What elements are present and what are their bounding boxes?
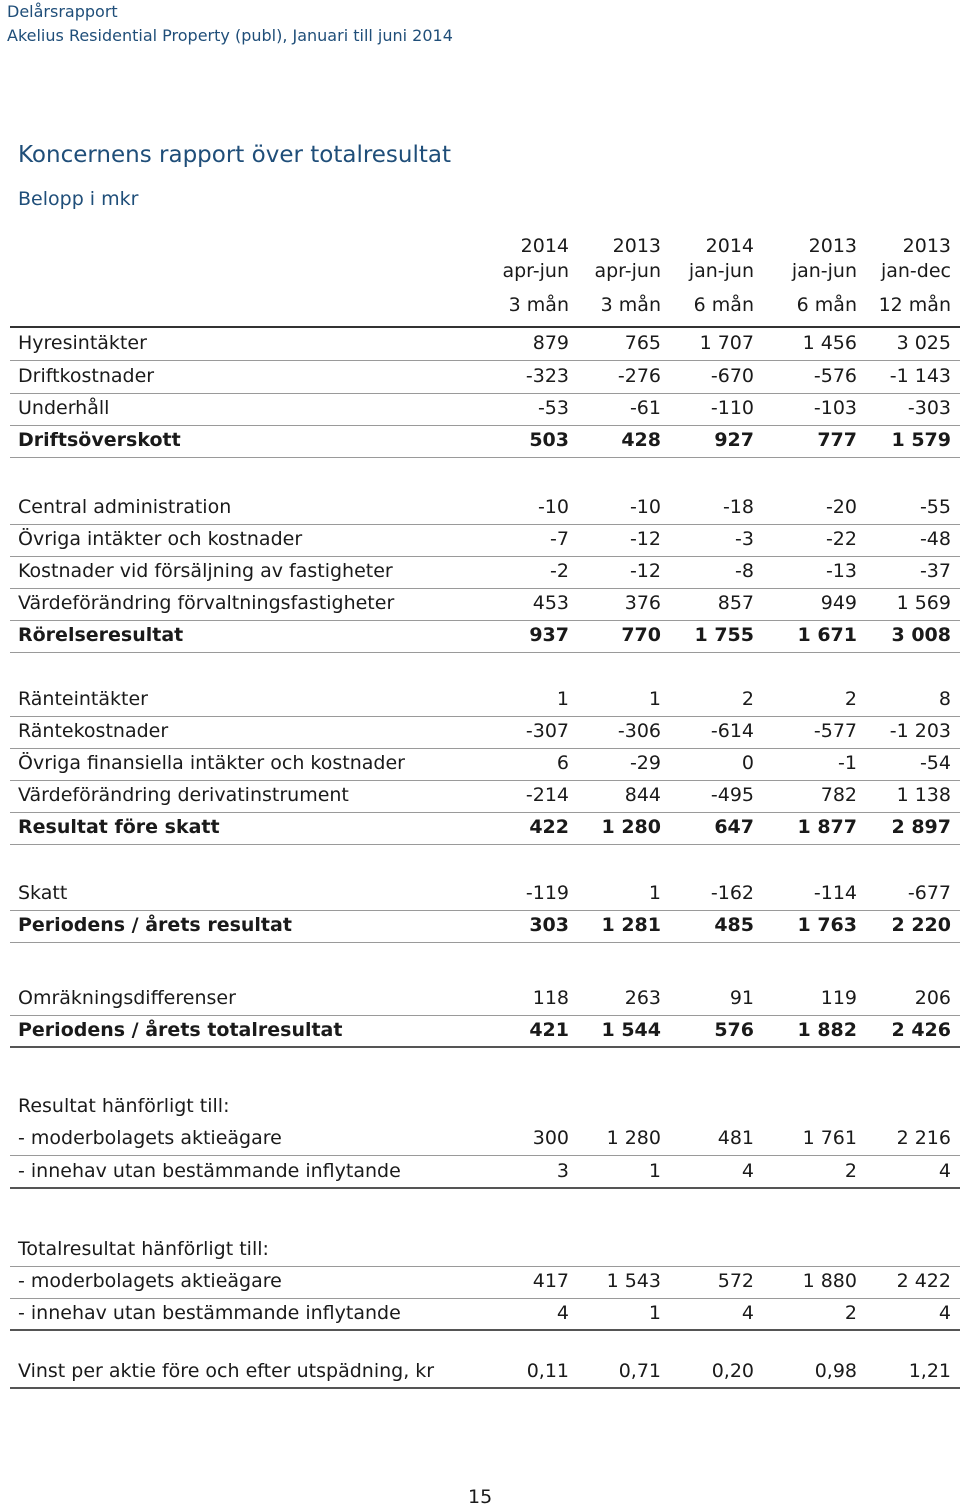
cell-value: 422 bbox=[529, 816, 569, 838]
cell-value: -48 bbox=[919, 528, 951, 550]
cell-value: 6 bbox=[556, 752, 569, 774]
cell-value: 4 bbox=[556, 1302, 569, 1324]
column-year: 2013 bbox=[612, 235, 661, 257]
row-label: - moderbolagets aktieägare bbox=[18, 1127, 282, 1149]
cell-value: 1 bbox=[648, 882, 661, 904]
cell-value: 4 bbox=[938, 1302, 951, 1324]
row-label: Central administration bbox=[18, 496, 232, 518]
cell-value: 428 bbox=[621, 429, 661, 451]
cell-value: -2 bbox=[550, 560, 569, 582]
row-label: Resultat före skatt bbox=[18, 816, 220, 838]
cell-value: 421 bbox=[529, 1019, 569, 1041]
row-label: - innehav utan bestämmande inflytande bbox=[18, 1302, 401, 1324]
cell-value: 2 216 bbox=[896, 1127, 951, 1149]
cell-value: -55 bbox=[919, 496, 951, 518]
cell-value: 3 008 bbox=[891, 624, 951, 646]
column-duration: 3 mån bbox=[600, 294, 661, 316]
report-company-period: Akelius Residential Property (publ), Januari till juni 2014 bbox=[7, 26, 453, 45]
column-period: apr-jun bbox=[502, 260, 569, 282]
cell-value: 1 543 bbox=[606, 1270, 661, 1292]
cell-value: 119 bbox=[820, 987, 857, 1009]
cell-value: 481 bbox=[717, 1127, 754, 1149]
table-row-rorelseresultat bbox=[0, 621, 960, 653]
table-row-totalresultat-innehav-utan-bestammande bbox=[0, 1299, 960, 1331]
cell-value: 4 bbox=[938, 1160, 951, 1182]
column-header bbox=[792, 234, 857, 284]
cell-value: 118 bbox=[532, 987, 569, 1009]
cell-value: 503 bbox=[529, 429, 569, 451]
cell-value: 300 bbox=[532, 1127, 569, 1149]
amount-unit: Belopp i mkr bbox=[18, 188, 139, 210]
cell-value: -29 bbox=[629, 752, 661, 774]
row-label: Driftsöverskott bbox=[18, 429, 181, 451]
report-type: Delårsrapport bbox=[7, 2, 118, 21]
cell-value: -614 bbox=[710, 720, 754, 742]
cell-value: -53 bbox=[537, 397, 569, 419]
cell-value: 937 bbox=[529, 624, 569, 646]
table-row-vardeforandring-fastigheter bbox=[0, 589, 960, 621]
row-label: Hyresintäkter bbox=[18, 332, 147, 354]
cell-value: -61 bbox=[629, 397, 661, 419]
table-row-central-administration bbox=[0, 493, 960, 525]
column-period: jan-jun bbox=[791, 260, 857, 282]
cell-value: 2 bbox=[741, 688, 754, 710]
cell-value: 770 bbox=[621, 624, 661, 646]
cell-value: -37 bbox=[919, 560, 951, 582]
cell-value: -214 bbox=[525, 784, 569, 806]
table-row-underhall bbox=[0, 394, 960, 426]
column-header bbox=[689, 234, 754, 284]
cell-value: 1 579 bbox=[891, 429, 951, 451]
row-label: Kostnader vid försäljning av fastigheter bbox=[18, 560, 393, 582]
row-label: Övriga finansiella intäkter och kostnader bbox=[18, 752, 405, 774]
cell-value: -670 bbox=[710, 365, 754, 387]
cell-value: -10 bbox=[537, 496, 569, 518]
table-row-totalresultat-moderbolagets-aktieagare bbox=[0, 1267, 960, 1299]
column-year: 2014 bbox=[705, 235, 754, 257]
cell-value: 782 bbox=[820, 784, 857, 806]
cell-value: 0,98 bbox=[814, 1360, 857, 1382]
table-row-omrakningsdifferenser bbox=[0, 984, 960, 1016]
row-label: Värdeförändring förvaltningsfastigheter bbox=[18, 592, 395, 614]
cell-value: 927 bbox=[714, 429, 754, 451]
cell-value: 1 138 bbox=[896, 784, 951, 806]
cell-value: 1 280 bbox=[601, 816, 661, 838]
cell-value: 0,20 bbox=[711, 1360, 754, 1382]
cell-value: 376 bbox=[624, 592, 661, 614]
cell-value: 576 bbox=[714, 1019, 754, 1041]
cell-value: 2 bbox=[844, 688, 857, 710]
cell-value: 3 bbox=[556, 1160, 569, 1182]
table-row-ovriga-finansiella bbox=[0, 749, 960, 781]
cell-value: -495 bbox=[710, 784, 754, 806]
row-label: Omräkningsdifferenser bbox=[18, 987, 236, 1009]
column-duration: 6 mån bbox=[796, 294, 857, 316]
cell-value: -1 203 bbox=[889, 720, 951, 742]
column-duration: 3 mån bbox=[508, 294, 569, 316]
column-period: jan-dec bbox=[880, 260, 951, 282]
cell-value: -276 bbox=[617, 365, 661, 387]
row-label: Periodens / årets resultat bbox=[18, 914, 292, 936]
table-row-totalresultat-hanforligt-heading bbox=[0, 1235, 960, 1267]
cell-value: -577 bbox=[813, 720, 857, 742]
column-year: 2013 bbox=[902, 235, 951, 257]
cell-value: -10 bbox=[629, 496, 661, 518]
cell-value: 0,11 bbox=[526, 1360, 569, 1382]
table-row-driftkostnader bbox=[0, 362, 960, 394]
row-label: Räntekostnader bbox=[18, 720, 169, 742]
table-row-kostnader-forsaljning bbox=[0, 557, 960, 589]
cell-value: 1 456 bbox=[802, 332, 857, 354]
row-label: Driftkostnader bbox=[18, 365, 155, 387]
column-header bbox=[502, 234, 569, 284]
cell-value: 0 bbox=[741, 752, 754, 774]
cell-value: -303 bbox=[907, 397, 951, 419]
cell-value: -12 bbox=[629, 528, 661, 550]
statement-title: Koncernens rapport över totalresultat bbox=[18, 142, 452, 168]
cell-value: 303 bbox=[529, 914, 569, 936]
cell-value: -8 bbox=[735, 560, 754, 582]
cell-value: 1 544 bbox=[601, 1019, 661, 1041]
cell-value: -307 bbox=[525, 720, 569, 742]
table-row-resultat-moderbolagets-aktieagare bbox=[0, 1124, 960, 1156]
cell-value: 1 bbox=[648, 1302, 661, 1324]
column-header bbox=[594, 234, 661, 284]
cell-value: 1 761 bbox=[802, 1127, 857, 1149]
cell-value: 2 422 bbox=[896, 1270, 951, 1292]
cell-value: 879 bbox=[532, 332, 569, 354]
cell-value: -576 bbox=[813, 365, 857, 387]
cell-value: 949 bbox=[820, 592, 857, 614]
cell-value: -13 bbox=[825, 560, 857, 582]
cell-value: -18 bbox=[722, 496, 754, 518]
cell-value: 1 755 bbox=[694, 624, 754, 646]
cell-value: -110 bbox=[710, 397, 754, 419]
cell-value: -162 bbox=[710, 882, 754, 904]
cell-value: 485 bbox=[714, 914, 754, 936]
column-year: 2014 bbox=[520, 235, 569, 257]
cell-value: 417 bbox=[532, 1270, 569, 1292]
cell-value: 206 bbox=[914, 987, 951, 1009]
table-row-periodens-resultat bbox=[0, 911, 960, 943]
cell-value: -22 bbox=[825, 528, 857, 550]
column-period: jan-jun bbox=[688, 260, 754, 282]
cell-value: 857 bbox=[717, 592, 754, 614]
column-period: apr-jun bbox=[594, 260, 661, 282]
cell-value: 91 bbox=[729, 987, 754, 1009]
row-label: Rörelseresultat bbox=[18, 624, 184, 646]
table-row-vardeforandring-derivat bbox=[0, 781, 960, 813]
cell-value: -12 bbox=[629, 560, 661, 582]
table-row-ovriga-intakter-kostnader bbox=[0, 525, 960, 557]
cell-value: 2 bbox=[844, 1160, 857, 1182]
cell-value: 1 280 bbox=[606, 1127, 661, 1149]
cell-value: -114 bbox=[813, 882, 857, 904]
header-divider bbox=[10, 326, 960, 328]
cell-value: 777 bbox=[817, 429, 857, 451]
cell-value: 2 bbox=[844, 1302, 857, 1324]
cell-value: 453 bbox=[532, 592, 569, 614]
row-label: Övriga intäkter och kostnader bbox=[18, 528, 303, 550]
table-row-resultat-hanforligt-heading bbox=[0, 1092, 960, 1124]
cell-value: 263 bbox=[624, 987, 661, 1009]
cell-value: 1 707 bbox=[699, 332, 754, 354]
row-label: Totalresultat hänförligt till: bbox=[18, 1238, 269, 1260]
table-row-resultat-fore-skatt bbox=[0, 813, 960, 845]
cell-value: 1 880 bbox=[802, 1270, 857, 1292]
cell-value: 1 bbox=[556, 688, 569, 710]
table-row-resultat-innehav-utan-bestammande bbox=[0, 1157, 960, 1189]
cell-value: 1 569 bbox=[896, 592, 951, 614]
cell-value: 4 bbox=[741, 1302, 754, 1324]
cell-value: -7 bbox=[550, 528, 569, 550]
table-row-driftsoverskott bbox=[0, 426, 960, 458]
cell-value: -54 bbox=[919, 752, 951, 774]
cell-value: -1 bbox=[838, 752, 857, 774]
cell-value: -103 bbox=[813, 397, 857, 419]
cell-value: 1 281 bbox=[601, 914, 661, 936]
table-row-rantekostnader bbox=[0, 717, 960, 749]
cell-value: 572 bbox=[717, 1270, 754, 1292]
row-label: Värdeförändring derivatinstrument bbox=[18, 784, 349, 806]
page-number: 15 bbox=[468, 1486, 493, 1508]
cell-value: 647 bbox=[714, 816, 754, 838]
cell-value: 2 897 bbox=[891, 816, 951, 838]
cell-value: -306 bbox=[617, 720, 661, 742]
table-row-periodens-totalresultat bbox=[0, 1016, 960, 1048]
row-label: Resultat hänförligt till: bbox=[18, 1095, 230, 1117]
cell-value: 2 426 bbox=[891, 1019, 951, 1041]
cell-value: 1 bbox=[648, 688, 661, 710]
row-label: - moderbolagets aktieägare bbox=[18, 1270, 282, 1292]
column-header bbox=[881, 234, 951, 284]
cell-value: -677 bbox=[907, 882, 951, 904]
row-label: Vinst per aktie före och efter utspädning, kr bbox=[18, 1360, 435, 1382]
cell-value: 4 bbox=[741, 1160, 754, 1182]
cell-value: 1 763 bbox=[797, 914, 857, 936]
cell-value: -323 bbox=[525, 365, 569, 387]
cell-value: 1 877 bbox=[797, 816, 857, 838]
table-row-skatt bbox=[0, 879, 960, 911]
row-label: Underhåll bbox=[18, 397, 110, 419]
cell-value: 3 025 bbox=[896, 332, 951, 354]
column-duration: 6 mån bbox=[693, 294, 754, 316]
cell-value: 1,21 bbox=[908, 1360, 951, 1382]
table-row-ranteintakter bbox=[0, 685, 960, 717]
cell-value: 1 882 bbox=[797, 1019, 857, 1041]
cell-value: 8 bbox=[938, 688, 951, 710]
cell-value: -1 143 bbox=[889, 365, 951, 387]
column-duration: 12 mån bbox=[878, 294, 951, 316]
cell-value: 0,71 bbox=[618, 1360, 661, 1382]
cell-value: 2 220 bbox=[891, 914, 951, 936]
cell-value: 1 671 bbox=[797, 624, 857, 646]
column-year: 2013 bbox=[808, 235, 857, 257]
row-label: - innehav utan bestämmande inflytande bbox=[18, 1160, 401, 1182]
row-label: Periodens / årets totalresultat bbox=[18, 1019, 343, 1041]
cell-value: -3 bbox=[735, 528, 754, 550]
table-row-vinst-per-aktie bbox=[0, 1357, 960, 1389]
cell-value: -20 bbox=[825, 496, 857, 518]
cell-value: 1 bbox=[648, 1160, 661, 1182]
row-label: Ränteintäkter bbox=[18, 688, 148, 710]
cell-value: 844 bbox=[624, 784, 661, 806]
row-label: Skatt bbox=[18, 882, 68, 904]
table-row-hyresintakter bbox=[0, 329, 960, 361]
cell-value: 765 bbox=[624, 332, 661, 354]
cell-value: -119 bbox=[525, 882, 569, 904]
